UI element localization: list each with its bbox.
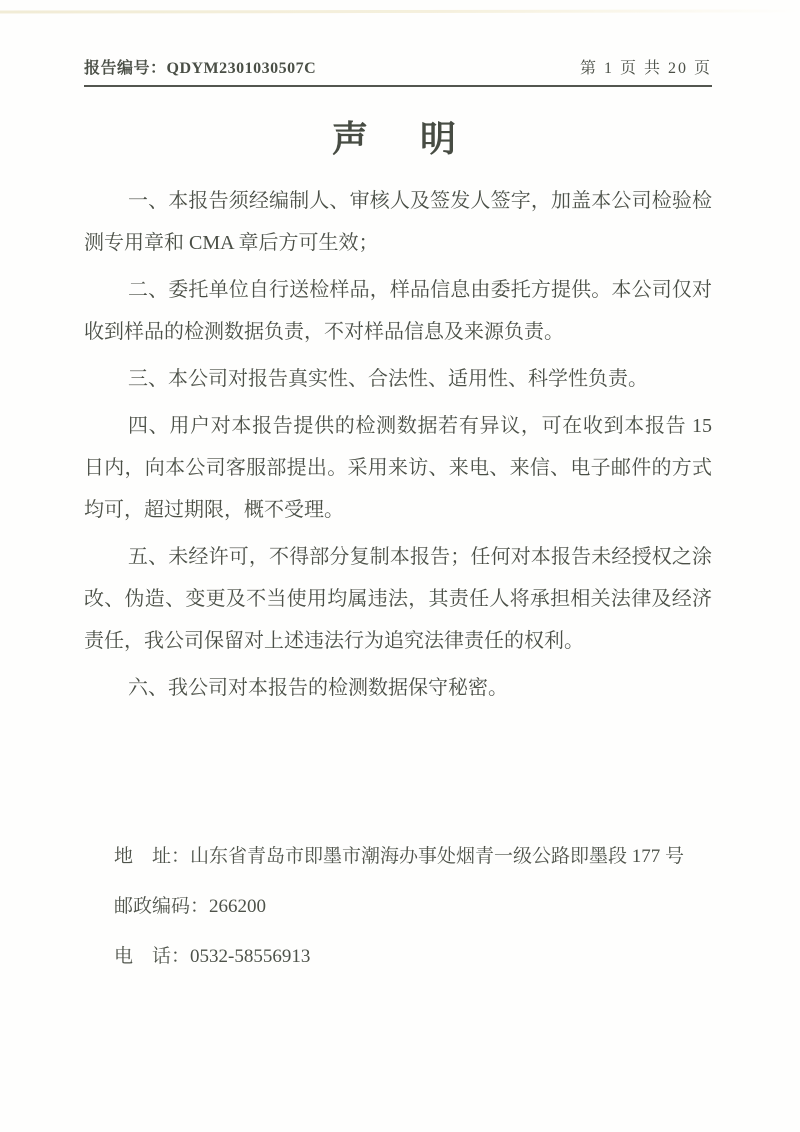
declaration-body [84,180,712,709]
postcode-line: 邮政编码：266200 [114,896,267,917]
address-line: 地 址：山东省青岛市即墨市潮海办事处烟青一级公路即墨段 177 号 [114,846,685,867]
document-footer [114,832,714,982]
declaration-paragraph-1: 一、本报告须经编制人、审核人及签发人签字，加盖本公司检验检测专用章和 CMA 章后方可生效； [84,190,712,254]
declaration-paragraph-6: 六、我公司对本报告的检测数据保守秘密。 [128,677,508,699]
declaration-paragraph-5: 五、未经许可，不得部分复制本报告；任何对本报告未经授权之涂改、伪造、变更及不当使用均属违法，其责任人将承担相关法律及经济责任，我公司保留对上述违法行为追究法律责任的权利。 [84,546,712,652]
document-content [84,0,712,714]
document-title: 声 明 [331,119,464,159]
document-header [84,55,712,87]
declaration-paragraph-2: 二、委托单位自行送检样品，样品信息由委托方提供。本公司仅对收到样品的检测数据负责，不对样品信息及来源负责。 [84,279,712,343]
report-number: 报告编号：QDYM2301030507C [84,60,317,77]
declaration-paragraph-4: 四、用户对本报告提供的检测数据若有异议，可在收到本报告 15 日内，向本公司客服部提出。采用来访、来电、来信、电子邮件的方式均可，超过期限，概不受理。 [84,415,712,521]
declaration-paragraph-3: 三、本公司对报告真实性、合法性、适用性、科学性负责。 [128,368,648,390]
phone-line: 电 话：0532-58556913 [114,946,311,967]
page-number-indicator: 第 1 页 共 20 页 [579,60,712,77]
